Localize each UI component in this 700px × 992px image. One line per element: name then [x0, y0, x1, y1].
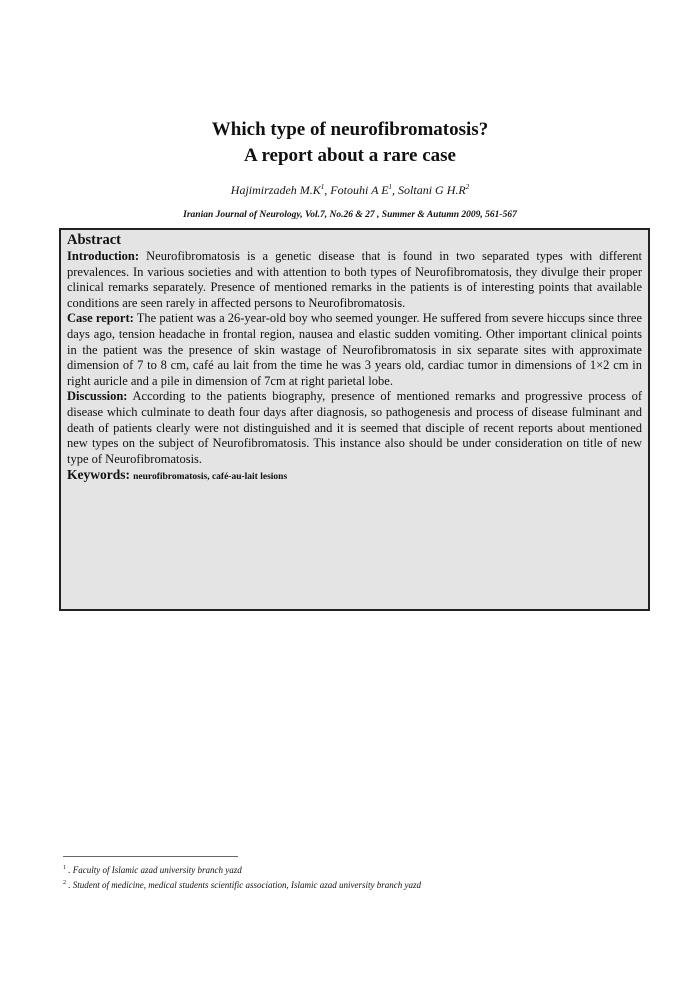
title-line-2: A report about a rare case — [244, 145, 456, 166]
section-label: Introduction: — [67, 249, 140, 263]
abstract-case-report — [67, 311, 642, 389]
footnote-text: . Faculty of Islamic azad university branch yazd — [68, 865, 242, 875]
abstract-heading: Abstract — [67, 232, 121, 248]
section-text: According to the patients biography, presence of mentioned remarks and progressive process of disease which culminate to death four days after diagnosis, so pathogenesis and process of disease fulminant and death of patients clearly were not distinguished and it is seemed that disciple of recent reports about mentioned new types on the subject of Neurofibromatosis. This instance also should be under consideration on title of new type of Neurofibromatosis. — [67, 389, 643, 466]
author-name: Fotouhi A E — [330, 183, 389, 197]
abstract-keywords — [67, 467, 642, 486]
section-text: The patient was a 26-year-old boy who seemed younger. He suffered from severe hiccups since three days ago, tension headache in frontal region, nausea and elastic sudden vomiting. Other important clinical points in the patient was the presence of skin wastage of Neurofibromatosis in six separate sites with approximate dimension of 7 to 8 cm, café au lait from the time he was 3 years old, cardiac tumor in dimensions of 1×2 cm in right auricle and a pile in dimension of 7cm at right parietal lobe. — [67, 311, 643, 388]
footnotes — [63, 862, 643, 892]
footnote-item — [63, 862, 643, 877]
journal-citation: Iranian Journal of Neurology, Vol.7, No.26 & 27 , Summer & Autumn 2009, 561-567 — [183, 210, 517, 220]
keywords-label: Keywords: — [67, 467, 130, 483]
abstract-introduction — [67, 249, 642, 311]
section-label: Case report: — [67, 311, 134, 326]
section-text: Neurofibromatosis is a genetic disease that is found in two separated types with different prevalences. In various societies and with attention to both types of Neurofibromatosis, they divulge their proper clinical remarks separately. Presence of mentioned remarks in the patients is of interesting points that available conditions are seen rarely in affected persons to Neurofibromatosis. — [67, 249, 643, 310]
author-list — [0, 183, 700, 198]
abstract-box — [59, 228, 650, 611]
footnote-number: 1 — [63, 865, 66, 871]
author-name: Hajimirzadeh M.K — [230, 183, 321, 197]
footnote-text: . Student of medicine, medical students scientific association, Islamic azad university branch yazd — [68, 880, 421, 890]
abstract-discussion — [67, 389, 642, 467]
keywords-text: neurofibromatosis, café-au-lait lesions — [133, 472, 288, 483]
footnote-number: 2 — [63, 880, 66, 886]
author-affiliation-sup: 1 — [320, 183, 325, 191]
title-line-1: Which type of neurofibromatosis? — [211, 119, 489, 140]
section-label: Discussion: — [67, 389, 128, 404]
footnote-divider — [63, 856, 238, 857]
footnote-item — [63, 877, 643, 892]
author-separator: , — [392, 183, 399, 197]
author-separator: , — [324, 183, 331, 197]
author-name: Soltani G H.R — [398, 183, 466, 197]
paper-title — [0, 117, 700, 169]
author-affiliation-sup: 1 — [388, 183, 393, 191]
author-affiliation-sup: 2 — [465, 183, 470, 191]
